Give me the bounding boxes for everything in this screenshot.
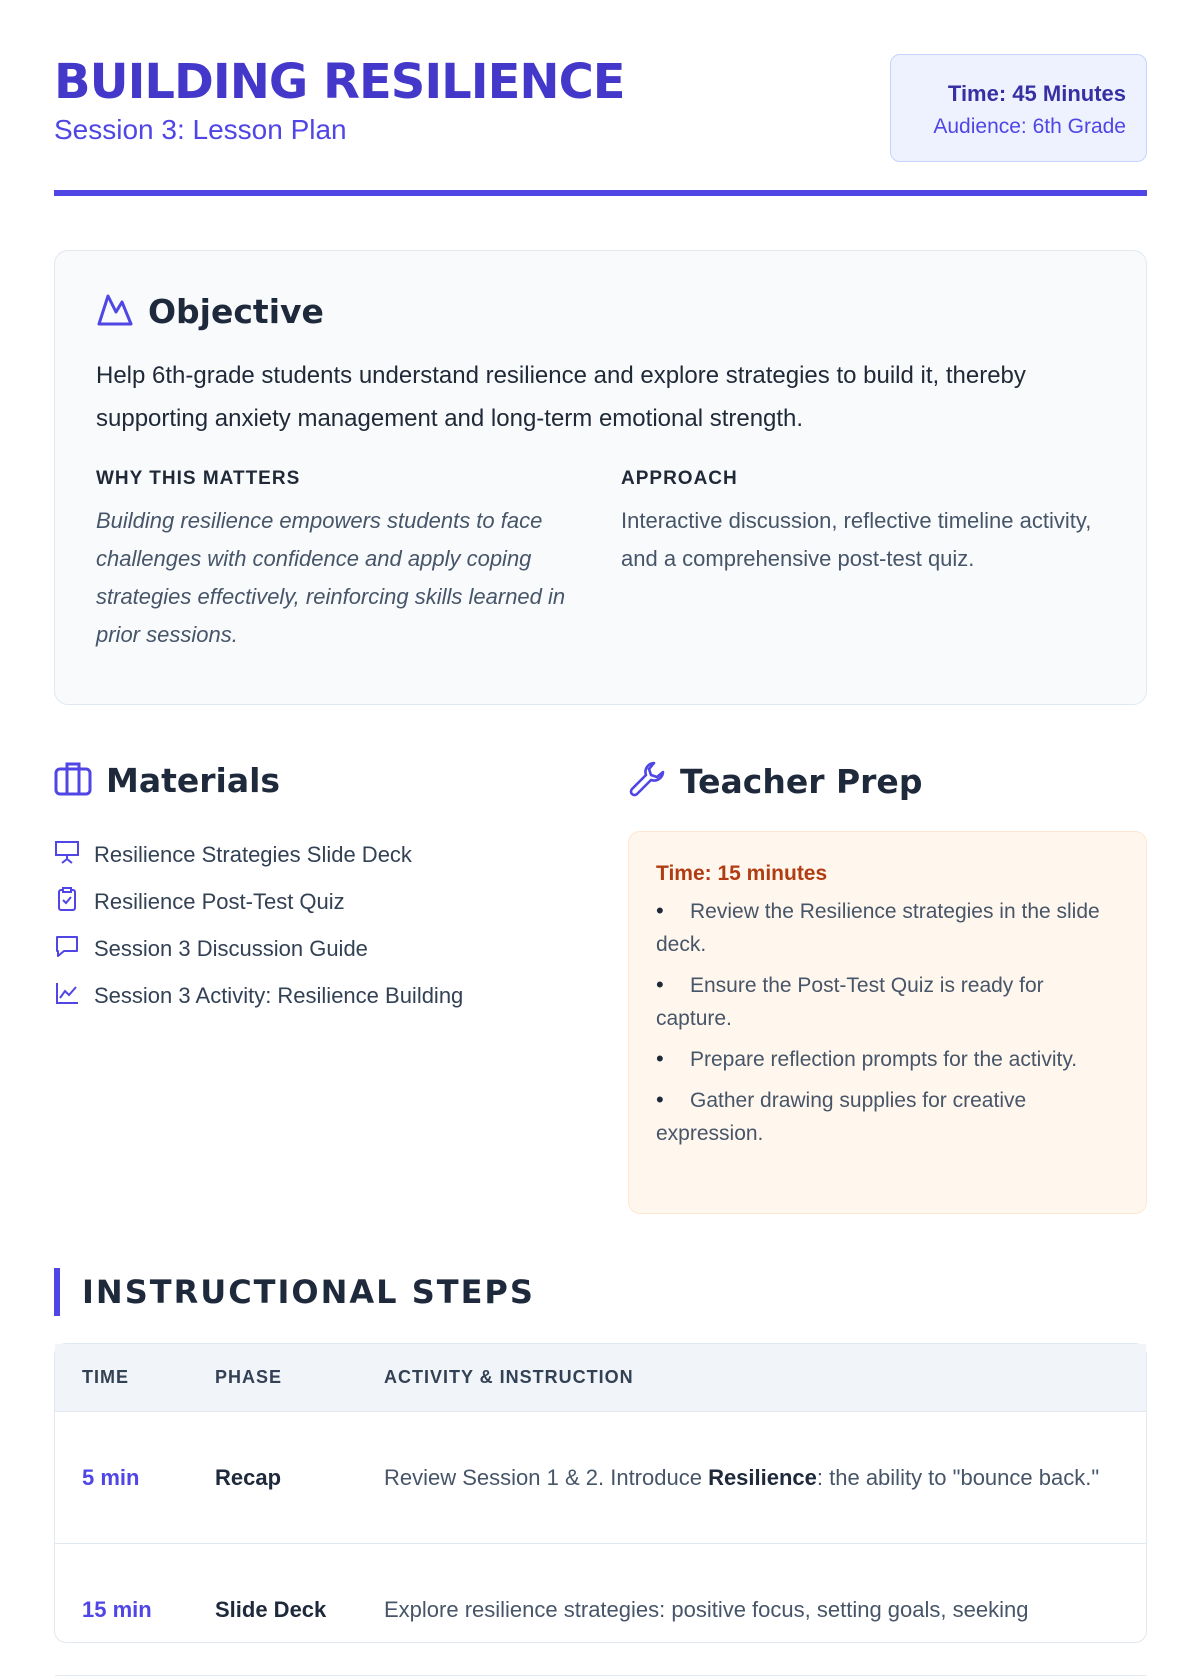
- approach: [621, 468, 1106, 654]
- why-text: Building resilience empowers students to face challenges with confidence and apply coping strategies effectively, reinforcing skills learned in prior sessions.: [96, 508, 566, 647]
- prep-item: • Gather drawing supplies for creative expression.: [656, 1083, 1118, 1150]
- material-label: Resilience Post-Test Quiz: [94, 888, 345, 914]
- step-phase: Recap: [215, 1464, 282, 1490]
- teacher-prep-section: [628, 760, 1147, 1214]
- page-title: BUILDING RESILIENCE: [54, 54, 625, 110]
- material-label: Session 3 Activity: Resilience Building: [94, 982, 464, 1008]
- prep-item: • Prepare reflection prompts for the activity.: [656, 1042, 1118, 1076]
- step-time: 5 min: [82, 1464, 140, 1490]
- teacher-prep-box: [628, 831, 1147, 1214]
- column-header-activity: ACTIVITY & INSTRUCTION: [384, 1367, 634, 1387]
- session-meta-box: [890, 54, 1147, 162]
- list-item: [54, 878, 584, 925]
- session-duration: Time: 45 Minutes: [947, 81, 1126, 106]
- list-item: [54, 831, 584, 878]
- materials-section: [54, 760, 584, 1019]
- table-header: [55, 1344, 1146, 1412]
- activity-text: Explore resilience strategies: positive focus, setting goals, seeking: [384, 1596, 1029, 1622]
- briefcase-icon: [54, 760, 92, 801]
- session-audience: Audience: 6th Grade: [933, 115, 1126, 138]
- list-item: [54, 972, 584, 1019]
- step-activity: [384, 1591, 1146, 1629]
- prep-item: • Ensure the Post-Test Quiz is ready for capture.: [656, 968, 1118, 1035]
- steps-title: INSTRUCTIONAL STEPS: [82, 1273, 535, 1311]
- instructional-steps-table: [54, 1343, 1147, 1643]
- page-subtitle: Session 3: Lesson Plan: [54, 114, 347, 145]
- clipboard-check-icon: [54, 886, 80, 918]
- activity-text: Review Session 1 & 2. Introduce: [384, 1464, 709, 1490]
- activity-emphasis: Resilience: [708, 1464, 817, 1490]
- chat-bubble-icon: [54, 933, 80, 965]
- teacher-prep-heading: Teacher Prep: [680, 762, 923, 801]
- table-row: [55, 1544, 1146, 1676]
- wrench-icon: [628, 760, 666, 803]
- list-item: [54, 925, 584, 972]
- why-this-matters: [96, 468, 581, 654]
- activity-text: : the ability to "bounce back.": [816, 1464, 1100, 1490]
- approach-text: Interactive discussion, reflective timeline activity, and a comprehensive post-test quiz.: [621, 508, 1092, 571]
- mountain-icon: [96, 291, 134, 332]
- step-phase: Slide Deck: [215, 1596, 327, 1622]
- column-header-phase: PHASE: [215, 1367, 283, 1387]
- prep-item: • Review the Resilience strategies in the slide deck.: [656, 894, 1118, 961]
- step-activity: [384, 1459, 1146, 1497]
- presentation-icon: [54, 839, 80, 871]
- objective-heading: Objective: [148, 292, 324, 331]
- why-label: WHY THIS MATTERS: [96, 468, 301, 489]
- table-row: [55, 1412, 1146, 1544]
- prep-time: Time: 15 minutes: [656, 862, 828, 885]
- chart-line-icon: [54, 980, 80, 1012]
- step-time: 15 min: [82, 1596, 152, 1622]
- header-divider: [54, 190, 1147, 196]
- materials-heading: Materials: [106, 761, 281, 800]
- approach-label: APPROACH: [621, 468, 738, 489]
- material-label: Resilience Strategies Slide Deck: [94, 841, 412, 867]
- material-label: Session 3 Discussion Guide: [94, 935, 368, 961]
- instructional-steps-heading: [54, 1268, 535, 1316]
- page-header: [54, 52, 1147, 198]
- objective-text: Help 6th-grade students understand resilience and explore strategies to build it, thereby supporting anxiety management and long-term emotional strength.: [96, 362, 1026, 432]
- column-header-time: TIME: [82, 1367, 129, 1387]
- objective-card: [54, 250, 1147, 705]
